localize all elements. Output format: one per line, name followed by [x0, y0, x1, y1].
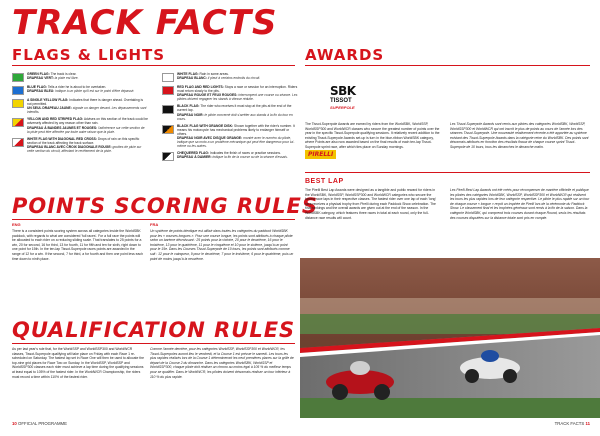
flag-text: Advises on this section of the track could be adversely affected by any reason other than rain.: [27, 117, 148, 126]
flag-item: [12, 117, 148, 133]
flag-item: [162, 72, 298, 82]
black-flag-icon: [162, 105, 174, 114]
flag-text: The track is clear.: [49, 72, 77, 76]
page-title: TRACK FACTS: [12, 3, 278, 43]
sbk-logo: SBK: [330, 84, 356, 98]
flags-rule: [12, 65, 295, 66]
flag-name: BLACK FLAG WITH ORANGE DISK:: [177, 123, 234, 128]
flag-name-fra: DRAPEAU BLEU:: [27, 89, 55, 94]
flag-text-fra: il pleut à certains endroits du circuit.: [206, 76, 261, 81]
flag-description: [27, 137, 148, 153]
flag-description: [27, 72, 79, 82]
black-flag-orange-disc-icon: [162, 125, 174, 134]
flag-name: RED FLAG AND RED LIGHTS:: [177, 85, 224, 89]
flag-item: [162, 151, 298, 161]
flags-list: [12, 72, 297, 210]
qualification-rule: [12, 343, 295, 344]
best-lap-heading: BEST LAP: [305, 178, 344, 185]
superpole-awards-eng: The Tissot-Superpole Awards are earned by riders from the WorldSBK, WorldSSP, WorldSSP300 and WorldWCR classes who secure the greatest number of points over the year in the specific Tissot-Superpole qualifying sessions. It relatively recent addition to the existing Tissot-Superpole Awards set-up is turn in the blue-ribbon WorldSBK category, where Points are also now awarded based on the final results of each ten-lap Tissot-Superpole sprint race, after which ties place on Sunday mornings.: [305, 122, 440, 149]
flag-item: [12, 137, 148, 153]
flag-text-fra: interrompent une course ou séance. Les pilotes doivent regagner les stands à vitesse réduite.: [177, 93, 298, 102]
flag-description: [177, 104, 298, 120]
flag-name: WHITE FLAG:: [177, 72, 199, 76]
qualification-heading: QUALIFICATION RULES: [12, 318, 296, 342]
flag-description: [177, 85, 298, 101]
race-photo: [300, 258, 600, 418]
flag-description: [177, 72, 260, 82]
flags-heading: FLAGS & LIGHTS: [12, 46, 166, 64]
flag-name: CHEQUERED FLAG:: [177, 151, 210, 156]
green-flag-icon: [12, 73, 24, 82]
flag-text: Tells a rider he is about to be overtaken.: [46, 85, 107, 89]
flag-item: [162, 124, 298, 149]
flags-right-column: [162, 72, 298, 164]
flag-text: Rain in some areas.: [198, 72, 229, 76]
points-heading: POINTS SCORING RULES: [12, 194, 318, 218]
left-footer-label: OFFICIAL PROGRAMME: [17, 421, 68, 426]
flag-item: [12, 98, 148, 114]
flag-name: YELLOW AND RED STRIPED FLAG:: [27, 117, 84, 122]
flags-left-column: [12, 72, 148, 156]
flag-name-fra: DRAPEAU NOIR:: [177, 112, 204, 117]
right-footer-label: TRACK FACTS: [554, 421, 585, 426]
flag-text-fra: montré avec le numéro du pilote, indique que sa moto a un problème mécanique qui peut être dangereux pour lui-même ou les autres.: [177, 136, 295, 149]
flag-description: [27, 98, 148, 114]
flag-name-fra: DRAPEAU NOIR AVEC DISQUE ORANGE:: [177, 136, 243, 141]
race-photo-illustration: [300, 258, 600, 418]
flag-item: [162, 85, 298, 101]
flag-text: Indicates that there is danger ahead. Overtaking is not permitted.: [27, 98, 143, 107]
flag-description: [27, 85, 134, 95]
white-flag-red-cross-icon: [12, 138, 24, 147]
flag-description: [27, 117, 148, 133]
flag-text-fra: signale un danger devant. Les dépassements sont interdits.: [27, 106, 147, 115]
best-lap-fra: Les Pirelli Best Lap Awards ont été créés pour récompenser de manière officielle et publique les pilotes des catégories WorldSBK, WorldSSP, WorldSSP300 et WorldWCR qui réalisent les tours les plus rapides lors de leur catégorie respective. Le pilote le plus rapide sur un tour de chaque course « longue » reçoit un trophée de Pirelli lors de la cérémonie du Paddock Show. Le classement final et les trophées généraux sont remis à la fin de la saison. Dans la catégorie WorldSBK, qui comprend trois courses durant chaque Round, seuls les résultats des courses disputées sur la distance totale sont pris en compte.: [450, 188, 590, 220]
flag-text-fra: indique la fin de la course ou de la séance d'essais.: [211, 155, 288, 160]
flag-text-fra: indique à un pilote qu'il est sur le point d'être dépassé.: [54, 89, 135, 94]
pirelli-logo: PIRELLI: [305, 150, 336, 159]
tissot-logo: TISSOT: [330, 98, 352, 104]
flag-text-fra: l'adhérence sur cette section de la piste peut être affectée par toute autre raison que la pluie.: [27, 125, 145, 134]
red-flag-icon: [162, 86, 174, 95]
points-text-fra: Un système de points identique est utilisé dans toutes les catégories du paddock WorldSBK pour les « courses longues ». Pour une course longue, les points sont attribués à chaque pilote selon un barème décroissant : 25 points pour la victoire, 20 pour le deuxième, 16 pour le troisième, 13 pour le quatrième, 11 pour le cinquième et 10 pour le sixième, jusqu'à un point pour le 15e. Dans les Courses Tissot-Superpole de 10 tours, les points sont attribués comme suit : 12 pour le vainqueur, 9 pour le deuxième, 7 pour le troisième, 6 pour le quatrième, puis un point de moins jusqu'à la neuvième.: [150, 229, 294, 261]
qualification-text-fra: Comme l'année dernière, pour les catégories WorldSSP, WorldSSP300 et WorldWCR, les Tissot-Superpoles auront lieu le vendredi, et la Course 1 est prévue le samedi. Les tours les plus rapides réalisés lors de la Course 1 détermineront les neuf premières places sur la grille de départ de la Course 2 du dimanche. Dans les catégories WorldSBK, WorldSSP et WorldSSP300, chaque pilote doit réaliser un chrono au moins égal à 105 % du meilleur temps pour se qualifier. Dans le WorldWCR, les pilotes doivent désormais réaliser un tour inférieur à 110 % du plus rapide.: [150, 347, 294, 379]
white-flag-icon: [162, 73, 174, 82]
blue-flag-icon: [12, 86, 24, 95]
flag-text-fra: gouttes de pluie sur cette section du circuit, affectant le revêtement de la piste.: [27, 144, 142, 154]
flag-name: GREEN FLAG:: [27, 72, 50, 76]
flag-name-fra: DRAPEAU ROUGE ET FEUX ROUGES:: [177, 93, 238, 98]
flag-item: [162, 104, 298, 120]
flag-text: The rider who receives it must stop at the pits at the end of the current lap.: [177, 104, 292, 113]
points-lang-fra: FRA: [150, 222, 159, 227]
yellow-red-striped-flag-icon: [12, 118, 24, 127]
flag-item: [12, 72, 148, 82]
flag-text: Indicates the finish of races or practice sessions.: [209, 151, 281, 156]
pirelli-rule: [305, 172, 590, 173]
flag-text: Stops a race or session for an interruption. Riders must return slowly to the pits.: [177, 85, 298, 94]
flag-name: WHITE FLAG WITH DIAGONAL RED CROSS:: [27, 136, 97, 141]
flag-text: Drops of rain on this specific section of the track affecting the track surface.: [27, 136, 140, 145]
flag-name-fra: DRAPEAU À DAMIER:: [177, 155, 212, 160]
points-text-eng: There is a consistent points scoring system across all categories inside the WorldSBK paddock, with regards to what are considered 'full races'. For a full race the points will be allocated to each rider on a reducing sliding scale. That translates to 25 points for a win, 20 for second, 16 for third, 13 for fourth, 11 for fifth and ten for sixth, right down to one point for 15th. In the ten-lap Tissot-Superpole races points are awarded in the range of 12 for a win. If the second, 7 for third, a for fourth and then one point less each time down to ninth place.: [12, 229, 143, 261]
flag-name-fra: DRAPEAU BLANC AVEC CROIX DIAGONALE ROUGE:: [27, 144, 112, 149]
flag-name: BLUE FLAG:: [27, 85, 47, 89]
flag-text-fra: le pilote concerné doit s'arrêter aux stands à la fin du tour en cours.: [177, 112, 293, 121]
yellow-flag-icon: [12, 99, 24, 108]
flag-name-fra: DRAPEAU BLANC:: [177, 76, 207, 81]
superpole-awards-fra: Les Tissot-Superpole Awards sont remis aux pilotes des catégories WorldSBK, WorldSSP, WorldSSP300 et WorldWCR qui ont inscrit le plus de points au cours de l'année lors des séances Tissot-Superpole. Une nouveauté relativement récente a été apportée au système existant des Tissot-Superpole Awards dans la catégorie reine du WorldSBK. Des points sont désormais attribués en fonction des résultats finaux de chaque course sprint Tissot-Superpole de 10 tours, tous les dimanches le dimanche matin.: [450, 122, 589, 149]
flag-text-fra: la piste est libre.: [53, 76, 79, 81]
points-lang-eng: ENG: [12, 222, 21, 227]
right-page-number: 11: [585, 421, 590, 426]
awards-rule: [305, 65, 590, 66]
flag-description: [177, 124, 298, 149]
footer-right: [555, 421, 590, 426]
superpole-logo: SUPERPOLE: [330, 105, 355, 110]
left-page-number: 10: [12, 421, 17, 426]
flag-text: Shown together with the rider's number. It means his motorcycle has mechanical problems likely to endanger himself or others.: [177, 123, 295, 136]
flag-description: [177, 151, 288, 161]
flag-name-fra: DRAPEAU VERT:: [27, 76, 54, 81]
flag-item: [12, 85, 148, 95]
flag-name-fra: UN SEUL DRAPEAU JAUNE:: [27, 106, 72, 111]
awards-heading: AWARDS: [305, 46, 385, 64]
flag-name-fra: DRAPEAU À BANDES JAUNES ET ROUGES:: [27, 125, 98, 130]
qualification-text-eng: As per last year's rule that, for the WorldSSP and WorldSSP300 and WorldWCR classes, Tissot-Superpole qualifying will take place on Friday with each Race 1 re-scheduled on Saturday. The fastest lap set in Race One will then be used to allocate the top-nine grid places for Race Two on Sunday. In the WorldSSP, WorldSSP and WorldSSP300 classes each rider must achieve a lap time during the qualifying sessions at least equal to 105% of the fastest rider. In the WorldWCR Championship, the riders must record a time within 110% of the fastest rider.: [12, 347, 145, 379]
points-rule: [12, 219, 295, 220]
chequered-flag-icon: [162, 152, 174, 161]
flag-name: BLACK FLAG:: [177, 104, 200, 109]
best-lap-eng: The Pirelli Best Lap Awards were designed as a tangible and public reward for riders in the WorldSBK, WorldSSP, WorldSSP300 and WorldWCR categories who secure the fastest race laps in their respective classes. The fastest rider over one lap of each 'long' race receives a physical trophy from Pirelli during each Paddock Show celebration. The final rankings and the overall awards are given out at the end of the season. In the WorldSBK category, which features three races in total at each round, only the full-distance race results will count.: [305, 188, 437, 220]
flag-name: A SINGLE YELLOW FLAG:: [27, 98, 69, 102]
footer-left: [12, 421, 67, 426]
